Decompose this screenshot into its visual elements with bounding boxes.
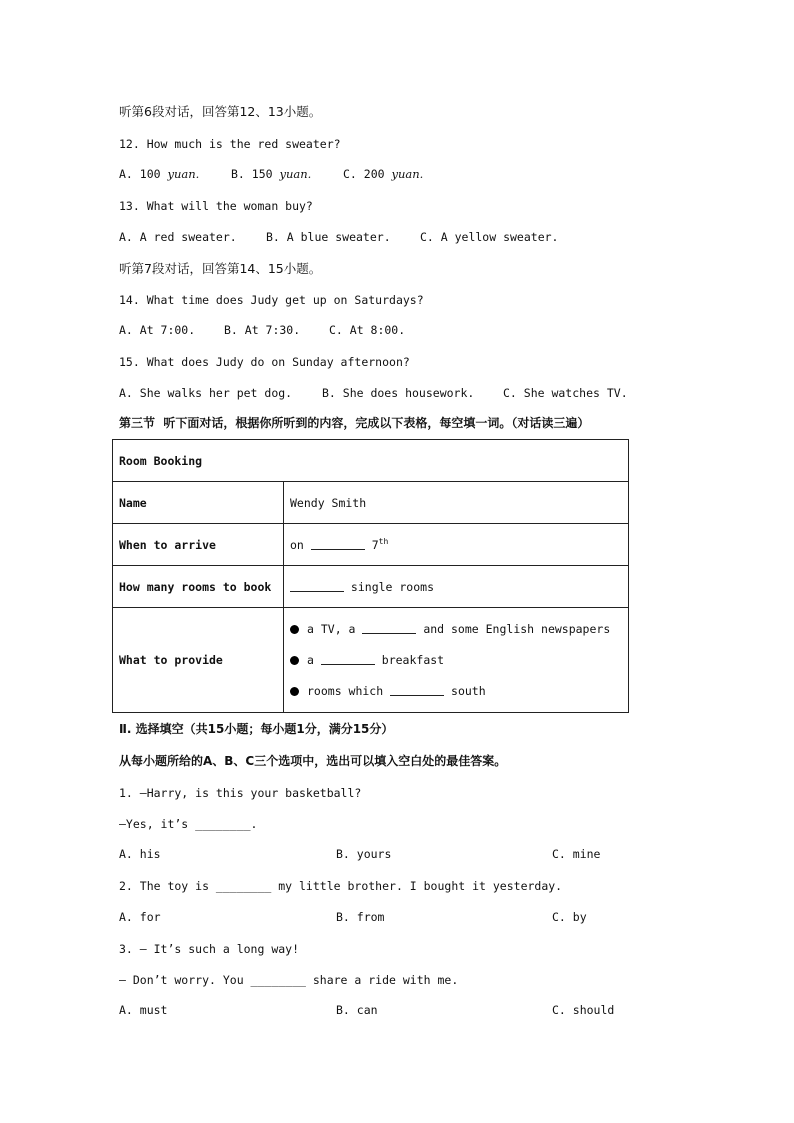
q15-option-b: B. She does housework.: [322, 386, 475, 400]
q13-stem: 13. What will the woman buy?: [119, 199, 313, 213]
q13-option-c: C. A yellow sweater.: [420, 230, 559, 244]
provide-item-1: a TV, a and some English newspapers: [290, 614, 622, 645]
c2-line1: 2. The toy is ________ my little brother. I bought it yesterday.: [119, 879, 563, 893]
provide3-blank: [390, 684, 444, 696]
bullet-icon: [290, 656, 299, 665]
c1-line2: —Yes, it’s ________.: [119, 817, 258, 831]
c2-option-b: B. from: [336, 910, 385, 924]
q13-option-a: A. A red sweater.: [119, 230, 237, 244]
section6-title: 听第6段对话，回答第12、13小题。: [119, 104, 322, 119]
q14-option-a: A. At 7:00.: [119, 323, 196, 337]
bullet-icon: [290, 625, 299, 634]
c2-option-c: C. by: [552, 910, 587, 924]
q12-option-c: C. 200 yuan.: [343, 167, 424, 181]
rooms-value: single rooms: [284, 566, 629, 608]
table-row-arrive: [113, 524, 629, 566]
arrive-value: on 7th: [284, 524, 629, 566]
name-value: Wendy Smith: [284, 482, 629, 524]
provide-value: [284, 608, 629, 713]
c1-option-a: A. his: [119, 847, 161, 861]
provide-item-2: a breakfast: [290, 645, 622, 676]
q15-option-a: A. She walks her pet dog.: [119, 386, 293, 400]
c1-option-b: B. yours: [336, 847, 392, 861]
c1-line1: 1. —Harry, is this your basketball?: [119, 786, 362, 800]
c3-line2: — Don’t worry. You ________ share a ride with me.: [119, 973, 459, 987]
q14-option-b: B. At 7:30.: [224, 323, 301, 337]
part2-title: Ⅱ. 选择填空（共15小题；每小题1分，满分15分）: [119, 722, 394, 736]
c3-option-c: C. should: [552, 1003, 615, 1017]
table-title-row: [113, 440, 629, 482]
q14-stem: 14. What time does Judy get up on Saturdays?: [119, 293, 424, 307]
c3-line1: 3. — It’s such a long way!: [119, 942, 300, 956]
c3-option-b: B. can: [336, 1003, 378, 1017]
room-booking-table: [112, 439, 629, 713]
q12-option-b: B. 150 yuan.: [231, 167, 312, 181]
section7-title: 听第7段对话，回答第14、15小题。: [119, 261, 322, 276]
arrive-blank: [311, 538, 365, 550]
c1-option-c: C. mine: [552, 847, 601, 861]
arrive-label: When to arrive: [113, 524, 284, 566]
provide1-blank: [362, 622, 416, 634]
table-title: Room Booking: [113, 440, 629, 482]
q12-stem: 12. How much is the red sweater?: [119, 137, 341, 151]
part2-instructions: 从每小题所给的A、B、C三个选项中，选出可以填入空白处的最佳答案。: [119, 754, 507, 768]
q12-option-a: A. 100 yuan.: [119, 167, 200, 181]
q14-option-c: C. At 8:00.: [329, 323, 406, 337]
table-row-rooms: [113, 566, 629, 608]
provide-item-3: rooms which south: [290, 676, 622, 707]
name-label: Name: [113, 482, 284, 524]
table-row-provide: [113, 608, 629, 713]
q15-stem: 15. What does Judy do on Sunday afternoon?: [119, 355, 410, 369]
c3-option-a: A. must: [119, 1003, 168, 1017]
provide2-blank: [321, 653, 375, 665]
table-row-name: [113, 482, 629, 524]
bullet-icon: [290, 687, 299, 696]
part3-title: 第三节 听下面对话，根据你所听到的内容，完成以下表格，每空填一词。（对话读三遍）: [119, 416, 590, 430]
rooms-blank: [290, 580, 344, 592]
q13-option-b: B. A blue sweater.: [266, 230, 391, 244]
provide-label: What to provide: [113, 608, 284, 713]
q15-option-c: C. She watches TV.: [503, 386, 628, 400]
c2-option-a: A. for: [119, 910, 161, 924]
rooms-label: How many rooms to book: [113, 566, 284, 608]
